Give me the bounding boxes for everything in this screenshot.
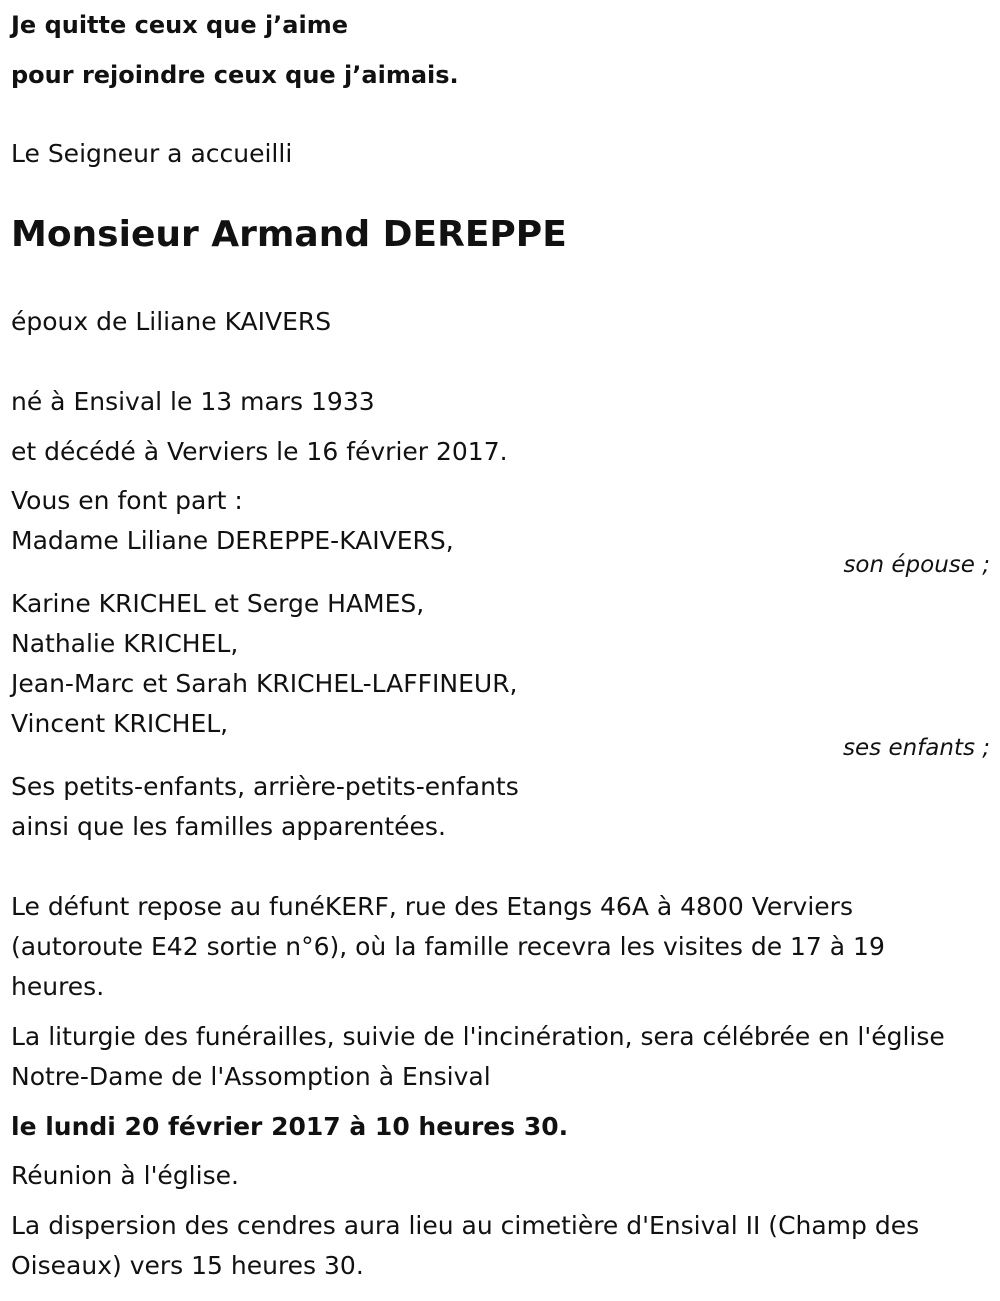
ceremony-date: le lundi 20 février 2017 à 10 heures 30. — [11, 1112, 569, 1141]
liturgy-line: La liturgie des funérailles, suivie de l'incinération, sera célébrée en l'église — [11, 1022, 945, 1051]
family-intro: Vous en font part : — [11, 486, 243, 515]
quote-line-1: Je quitte ceux que j’aime — [11, 11, 349, 39]
meeting-line: Réunion à l'église. — [11, 1161, 239, 1190]
repose-line: Le défunt repose au funéKERF, rue des Etangs 46A à 4800 Verviers — [11, 892, 853, 921]
child-line: Vincent KRICHEL, — [11, 709, 229, 738]
repose-line: (autoroute E42 sortie n°6), où la famille recevra les visites de 17 à 19 — [11, 932, 885, 961]
grandchildren-line: Ses petits-enfants, arrière-petits-enfants — [11, 772, 519, 801]
liturgy-line: Notre-Dame de l'Assomption à Ensival — [11, 1062, 491, 1091]
deceased-name: Monsieur Armand DEREPPE — [11, 214, 567, 255]
birth-line: né à Ensival le 13 mars 1933 — [11, 387, 375, 416]
intro-text: Le Seigneur a accueilli — [11, 139, 293, 168]
spouse-line: époux de Liliane KAIVERS — [11, 307, 332, 336]
child-line: Karine KRICHEL et Serge HAMES, — [11, 589, 425, 618]
spouse-name: Madame Liliane DEREPPE-KAIVERS, — [11, 526, 454, 555]
quote-line-2: pour rejoindre ceux que j’aimais. — [11, 61, 459, 89]
dispersion-line: Oiseaux) vers 15 heures 30. — [11, 1251, 364, 1280]
death-line: et décédé à Verviers le 16 février 2017. — [11, 437, 508, 466]
child-line: Jean-Marc et Sarah KRICHEL-LAFFINEUR, — [11, 669, 518, 698]
spouse-role: son épouse ; — [843, 552, 990, 578]
children-role: ses enfants ; — [843, 735, 990, 761]
dispersion-line: La dispersion des cendres aura lieu au cimetière d'Ensival II (Champ des — [11, 1211, 920, 1240]
repose-line: heures. — [11, 972, 105, 1001]
child-line: Nathalie KRICHEL, — [11, 629, 239, 658]
relatives-line: ainsi que les familles apparentées. — [11, 812, 446, 841]
